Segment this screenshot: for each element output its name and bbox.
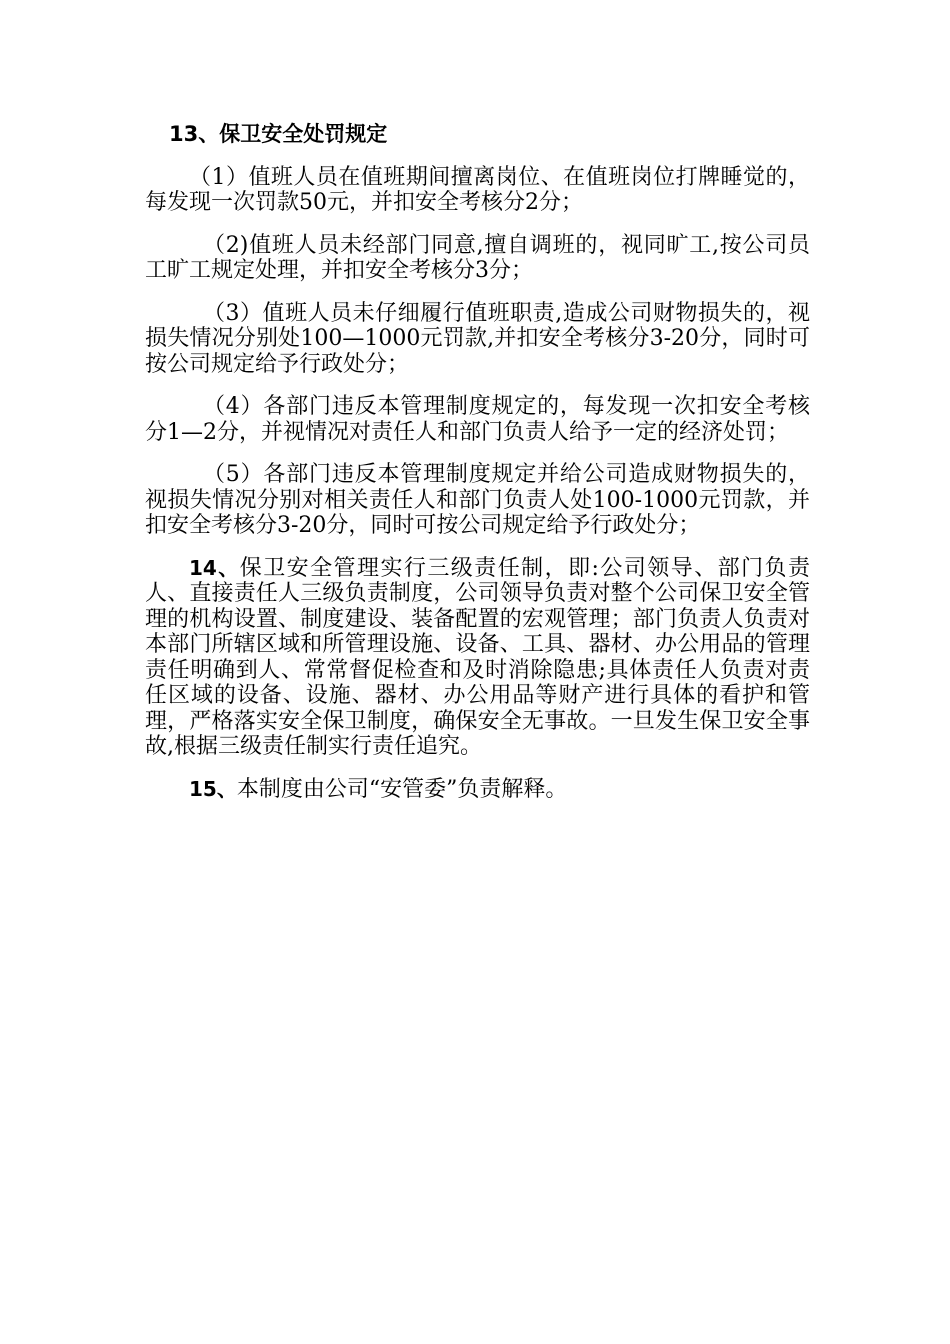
rule-item-1: （1）值班人员在值班期间擅离岗位、在值班岗位打牌睡觉的，每发现一次罚款50元，并扣安全考核分2分； (145, 164, 810, 215)
section-13-title: 13、保卫安全处罚规定 (169, 122, 388, 146)
rule-item-5: （5）各部门违反本管理制度规定并给公司造成财物损失的，视损失情况分别对相关责任人和部门负责人处100-1000元罚款，并扣安全考核分3-20分，同时可按公司规定给予行政处分； (145, 462, 810, 538)
section-15-paragraph (145, 777, 810, 803)
section-15-number: 15、 (189, 776, 237, 801)
document-body (145, 122, 810, 819)
section-15-text: 本制度由公司“安管委”负责解释。 (236, 776, 568, 802)
rule-item-3: （3）值班人员未仔细履行值班职责,造成公司财物损失的，视损失情况分别处100—1000元罚款,并扣安全考核分3-20分，同时可按公司规定给予行政处分； (145, 300, 810, 377)
rule-item-4: （4）各部门违反本管理制度规定的，每发现一次扣安全考核分1—2分，并视情况对责任人和部门负责人给予一定的经济处罚； (145, 394, 810, 445)
section-14-number: 14、 (189, 555, 240, 580)
section-14-paragraph (145, 556, 810, 760)
rule-item-2: （2)值班人员未经部门同意,擅自调班的，视同旷工,按公司员工旷工规定处理，并扣安全考核分3分； (145, 232, 810, 283)
section-14-text: 保卫安全管理实行三级责任制，即:公司领导、部门负责人、直接责任人三级负责制度，公司领导负责对整个公司保卫安全管理的机构设置、制度建设、装备配置的宏观管理；部门负责人负责对本部门所辖区域和所管理设施、设备、工具、器材、办公用品的管理责任明确到人、常常督促检查和及时消除隐患;具体责任人负责对责任区域的设备、设施、器材、办公用品等财产进行具体的看护和管理，严格落实安全保卫制度，确保安全无事故。一旦发生保卫安全事故,根据三级责任制实行责任追究。 (145, 555, 810, 759)
